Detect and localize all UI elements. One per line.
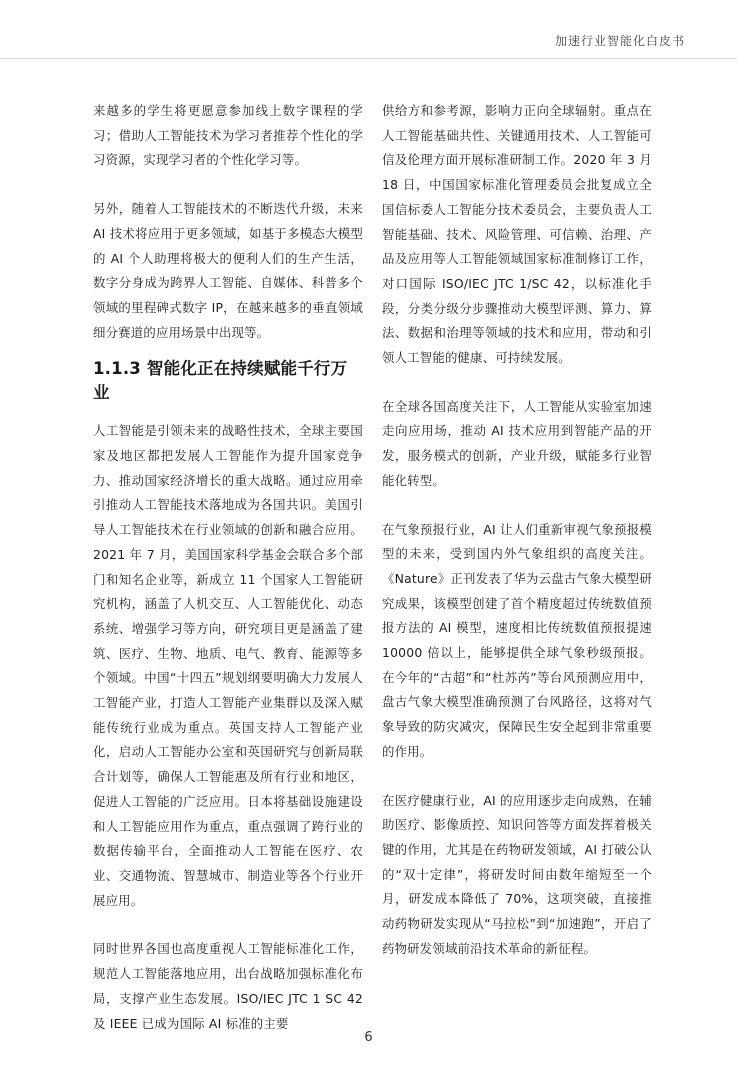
paragraph: 在气象预报行业，AI 让人们重新审视气象预报模型的未来，受到国内外气象组织的高度关注。《Nature》正刊发表了华为云盘古气象大模型研究成果，该模型创建了首个精度超过传统数值预报方法的 AI 模型，速度相比传统数值预报提速 10000 倍以上，能够提供全球气象秒级预报。在今年的“古超”和“杜苏芮”等台风预测应用中，盘古气象大模型准确预测了台风路径，这将对气象导致的防灾减灾，保障民生安全起到非常重要的作用。 — [382, 521, 652, 759]
header-divider — [0, 58, 737, 59]
paragraph: 供给方和参考源，影响力正向全球辐射。重点在人工智能基础共性、关键通用技术、人工智能可信及伦理方面开展标准研制工作。2020 年 3 月 18 日，中国国家标准化管理委员会批复成立全国信标委人工智能分技术委员会，主要负责人工智能基础、技术、风险管理、可信赖、治理、产品及应用等人工智能领域国家标准制修订工作，对口国际 ISO/IEC JTC 1/SC 42，以标准化手段，分类分级分步骤推动大模型评测、算力、算法、数据和治理等领域的技术和应用，带动和引领人工智能的健康、可持续发展。 — [382, 103, 652, 366]
paragraph-spacer — [93, 913, 363, 937]
paragraph: 另外，随着人工智能技术的不断迭代升级，未来 AI 技术将应用于更多领域，如基于多模态大模型的 AI 个人助理将极大的便利人们的生产生活，数字分身成为跨界人工智能、自媒体、科普多个领域的里程碑式数字 IP，在越来越多的垂直领域细分赛道的应用场景中出现等。 — [93, 201, 363, 340]
paragraph-spacer — [382, 494, 652, 518]
paragraph-spacer — [382, 371, 652, 395]
section-heading: 1.1.3 智能化正在持续赋能千行万业 — [93, 359, 348, 403]
right-column — [382, 99, 652, 962]
page-number: 6 — [364, 1030, 373, 1045]
paragraph-spacer — [93, 173, 363, 197]
document-header-title: 加速行业智能化白皮书 — [554, 34, 685, 48]
paragraph: 来越多的学生将更愿意参加线上数字课程的学习；借助人工智能技术为学习者推荐个性化的学习资源，实现学习者的个性化学习等。 — [93, 103, 363, 168]
paragraph: 人工智能是引领未来的战略性技术，全球主要国家及地区都把发展人工智能作为提升国家竞争力、推动国家经济增长的重大战略。通过应用牵引推动人工智能技术落地成为各国共识。美国引导人工智能技术在行业领域的创新和融合应用。2021 年 7 月，美国国家科学基金会联合多个部门和知名企业等，新成立 11 个国家人工智能研究机构，涵盖了人机交互、人工智能优化、动态系统、增强学习等方向，研究项目更是涵盖了建筑、医疗、生物、地质、电气、教育、能源等多个领域。中国“十四五”规划纲要明确大力发展人工智能产业，打造人工智能产业集群以及深入赋能传统行业成为重点。英国支持人工智能产业化，启动人工智能办公室和英国研究与创新局联合计划等，确保人工智能惠及所有行业和地区，促进人工智能的广泛应用。日本将基础设施建设和人工智能应用作为重点，重点强调了跨行业的数据传输平台，全面推动人工智能在医疗、农业、交通物流、智慧城市、制造业等各个行业开展应用。 — [93, 423, 363, 908]
paragraph: 在医疗健康行业，AI 的应用逐步走向成熟，在辅助医疗、影像质控、知识问答等方面发挥着极关键的作用，尤其是在药物研发领域，AI 打破公认的“双十定律”，将研发时间由数年缩短至一个月，研发成本降低了 70%，这项突破，直接推动药物研发实现从“马拉松”到“加速跑”，开启了药物研发领域前沿技术革命的新征程。 — [382, 792, 652, 956]
paragraph: 在全球各国高度关注下，人工智能从实验室加速走向应用场，推动 AI 技术应用到智能产品的开发，服务模式的创新，产业升级，赋能多行业智能化转型。 — [382, 398, 652, 488]
paragraph: 同时世界各国也高度重视人工智能标准化工作，规范人工智能落地应用，出台战略加强标准化布局，支撑产业生态发展。ISO/IEC JTC 1 SC 42 及 IEEE 已成为国际 AI 标准的主要 — [93, 941, 363, 1031]
left-column — [93, 99, 363, 1036]
paragraph-spacer — [382, 765, 652, 789]
